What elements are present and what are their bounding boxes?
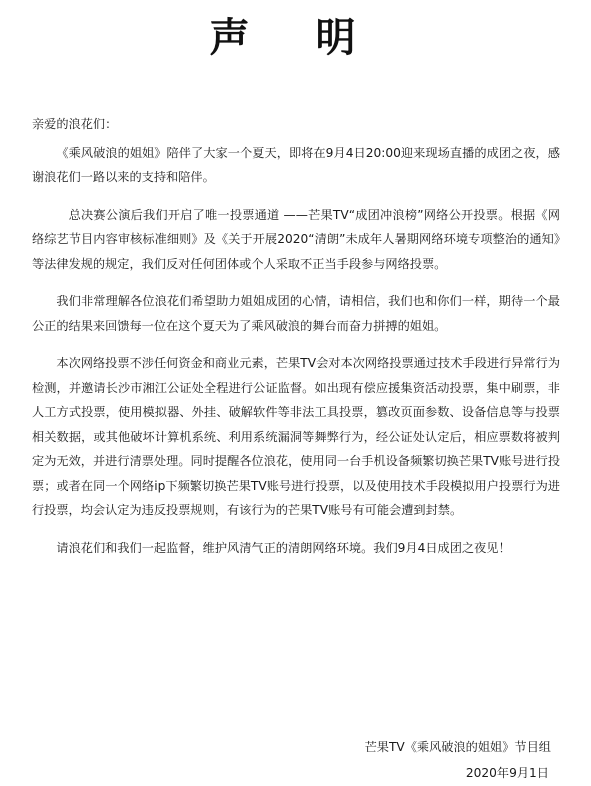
paragraph-intro: 《乘风破浪的姐姐》陪伴了大家一个夏天，即将在9月4日20:00迎来现场直播的成团之夜，感谢浪花们一路以来的支持和陪伴。 — [32, 145, 560, 184]
paragraph-voting-channel: 总决赛公演后我们开启了唯一投票通道 ——芒果TV“成团冲浪榜”网络公开投票。根据《网络综艺节目内容审核标准细则》及《关于开展2020“清朗”未成年人暑期网络环境专项整治的通知》等法律发规的规定，我们反对任何团体或个人采取不正当手段参与网络投票。 — [32, 207, 560, 271]
signature-organization: 芒果TV《乘风破浪的姐姐》节目组 — [364, 740, 551, 754]
signature-block — [365, 736, 551, 784]
salutation: 亲爱的浪花们： — [32, 117, 118, 131]
paragraph-closing: 请浪花们和我们一起监督，维护风清气正的清朗网络环境。我们9月4日成团之夜见！ — [56, 540, 511, 555]
paragraph-understanding: 我们非常理解各位浪花们希望助力姐姐成团的心情，请相信，我们也和你们一样，期待一个最公正的结果来回馈每一位在这个夏天为了乘风破浪的舞台而奋力拼搏的姐姐。 — [32, 294, 560, 333]
statement-body — [32, 112, 560, 573]
paragraph-rules: 本次网络投票不涉任何资金和商业元素，芒果TV会对本次网络投票通过技术手段进行异常行为检测，并邀请长沙市湘江公证处全程进行公证监督。如出现有偿应援集资活动投票，集中刷票，非人工方式投票，使用模拟器、外挂、破解软件等非法工具投票，篡改页面参数、设备信息等与投票相关数据，或其他破坏计算机系统、利用系统漏洞等舞弊行为，经公证处认定后，相应票数将被判定为无效，并进行清票处理。同时提醒各位浪花，使用同一台手机设备频繁切换芒果TV账号进行投票；或者在同一个网络ip下频繁切换芒果TV账号进行投票，以及使用技术手段模拟用户投票行为进行投票，均会认定为违反投票规则，有该行为的芒果TV账号有可能会遭到封禁。 — [32, 356, 560, 517]
page-title: 声 明 — [209, 14, 382, 61]
signature-date: 2020年9月1日 — [465, 766, 549, 780]
